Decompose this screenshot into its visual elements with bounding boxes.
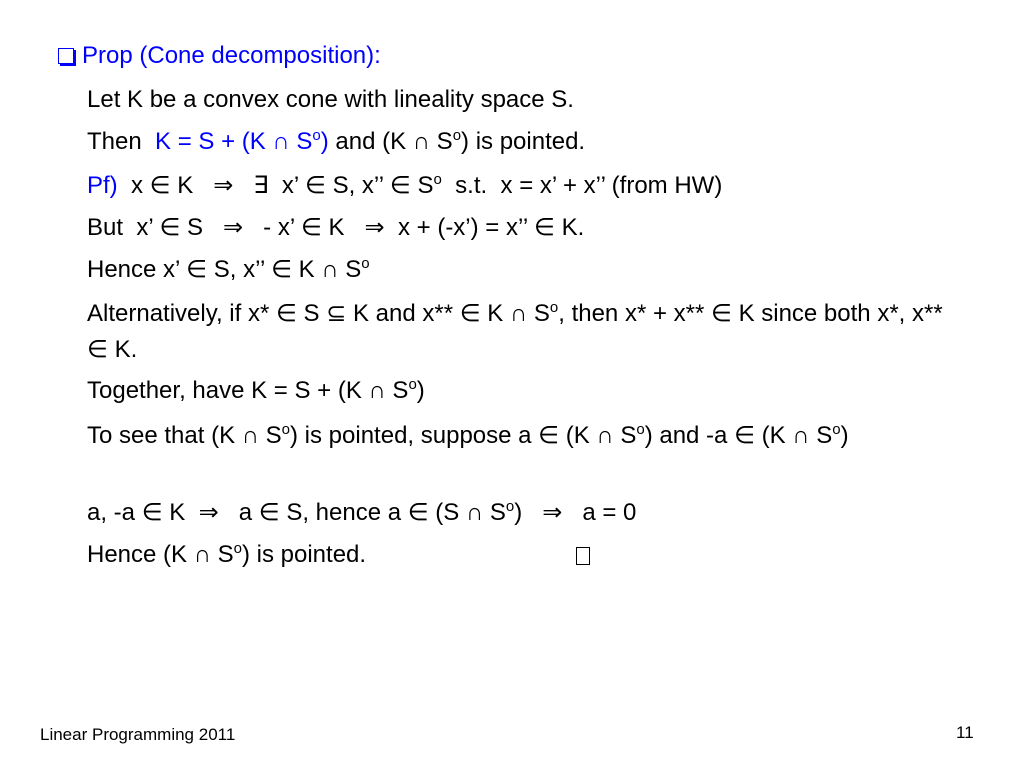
aneg-text-a: a, -a ∈ K ⇒ a ∈ S, hence a ∈ (S ∩ S xyxy=(87,499,506,526)
tosee-sup-3: o xyxy=(832,421,841,438)
tosee-text-d: ) xyxy=(840,422,849,449)
together-sup: o xyxy=(408,376,417,393)
then-claim-text: K = S + (K ∩ S xyxy=(155,128,313,155)
pf-text-a: x ∈ K ⇒ ∃ x’ ∈ S, x’’ ∈ S xyxy=(131,172,434,199)
tosee-text-a: To see that (K ∩ S xyxy=(87,422,282,449)
title-text: Prop (Cone decomposition): xyxy=(82,42,381,69)
then-claim-end: ) xyxy=(320,128,329,155)
aneg-text-b: ) ⇒ a = 0 xyxy=(514,499,637,526)
a-neg-a-line xyxy=(87,497,636,529)
pf-text-b: s.t. x = x’ + x’’ (from HW) xyxy=(441,172,723,199)
hence1-sup: o xyxy=(361,255,370,272)
to-see-line xyxy=(87,418,957,454)
alt-text-a: Alternatively, if x* ∈ S ⊆ K and x** ∈ K ∩ S xyxy=(87,300,550,327)
alternatively-line xyxy=(87,296,967,368)
hence2-text-b: ) is pointed. xyxy=(241,541,367,568)
hence-line-2 xyxy=(87,539,366,571)
hence1-text: Hence x’ ∈ S, x’’ ∈ K ∩ S xyxy=(87,256,362,283)
aneg-sup: o xyxy=(505,498,515,515)
pf-sup: o xyxy=(433,171,442,188)
pf-line xyxy=(87,170,722,202)
slide-title xyxy=(58,40,381,72)
then-claim-sup: o xyxy=(312,127,321,144)
then-rest-a: and (K ∩ S xyxy=(335,128,453,155)
footer-course: Linear Programming 2011 xyxy=(40,725,236,744)
checkbox-bullet-icon xyxy=(58,48,74,64)
hence-line-1 xyxy=(87,254,370,286)
statement-line: Let K be a convex cone with lineality space S. xyxy=(87,86,574,113)
qed-box-icon xyxy=(576,547,590,565)
alt-sup: o xyxy=(549,299,559,316)
together-text-a: Together, have K = S + (K ∩ S xyxy=(87,377,409,404)
hence2-sup: o xyxy=(233,540,242,557)
together-line xyxy=(87,375,425,407)
pf-label: Pf) xyxy=(87,172,118,199)
tosee-sup-1: o xyxy=(281,421,291,438)
page-number: 11 xyxy=(956,723,974,742)
then-claim xyxy=(155,128,329,155)
alt-text-b: , then x* + x** ∈ K since both x*, x** ∈ K. xyxy=(87,300,943,363)
then-lead: Then xyxy=(87,128,142,155)
tosee-text-b: ) is pointed, suppose a ∈ (K ∩ S xyxy=(290,422,637,449)
hence2-text-a: Hence (K ∩ S xyxy=(87,541,234,568)
then-line xyxy=(87,126,585,158)
then-rest-b: ) is pointed. xyxy=(461,128,586,155)
tosee-sup-2: o xyxy=(636,421,645,438)
tosee-text-c: ) and -a ∈ (K ∩ S xyxy=(644,422,833,449)
together-text-b: ) xyxy=(416,377,425,404)
but-line: But x’ ∈ S ⇒ - x’ ∈ K ⇒ x + (-x’) = x’’ ∈ K. xyxy=(87,214,585,241)
then-rest-sup: o xyxy=(452,127,462,144)
